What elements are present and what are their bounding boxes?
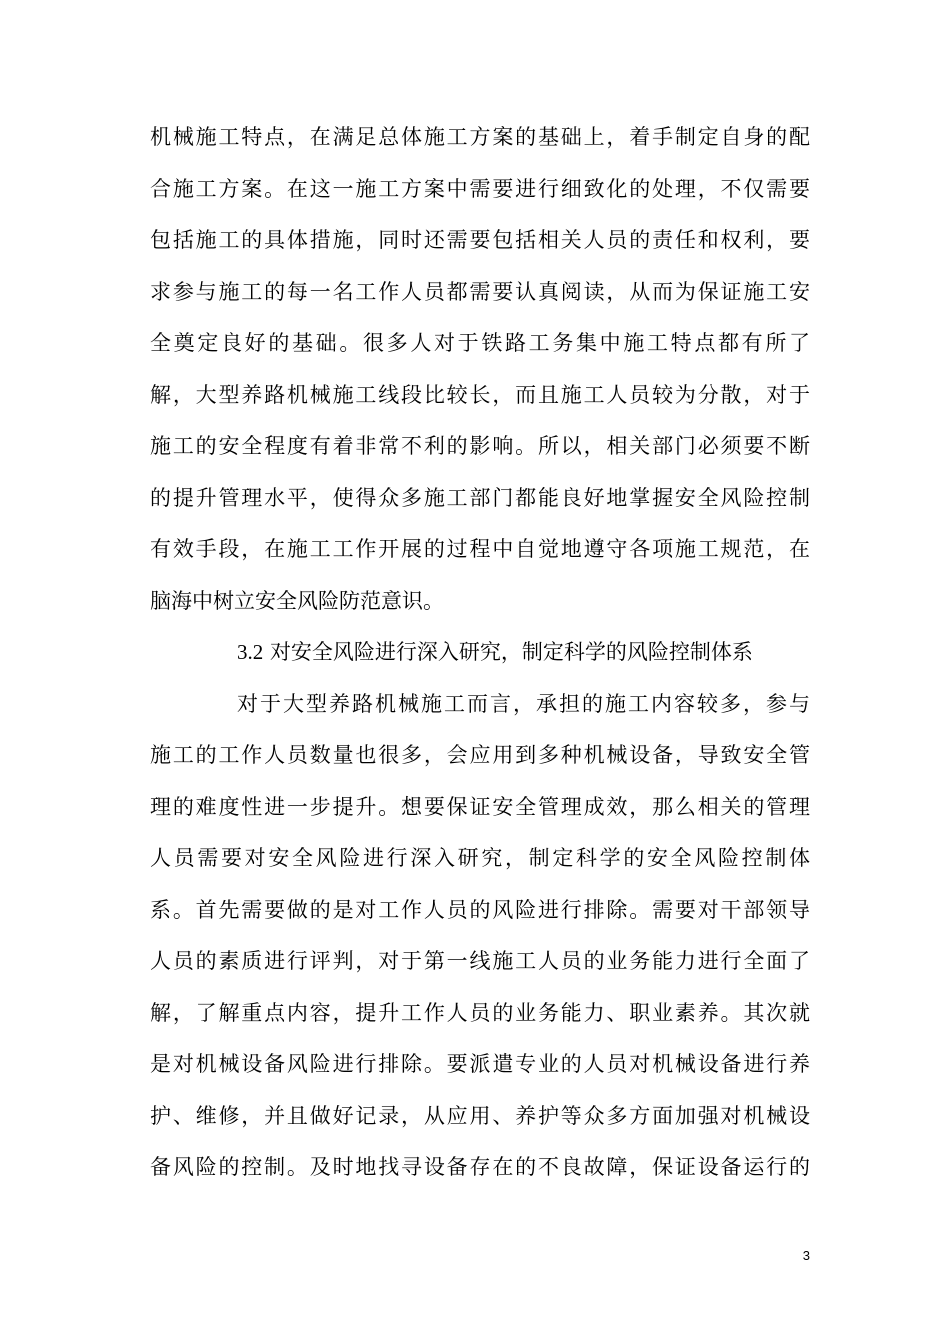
paragraph-line: 有效手段，在施工工作开展的过程中自觉地遵守各项施工规范，在	[150, 537, 810, 561]
paragraph-line: 解，大型养路机械施工线段比较长，而且施工人员较为分散，对于	[150, 383, 810, 407]
paragraph-line: 机械施工特点，在满足总体施工方案的基础上，着手制定自身的配	[150, 125, 810, 149]
paragraph-line: 脑海中树立安全风险防范意识。	[150, 589, 444, 613]
paragraph-line: 包括施工的具体措施，同时还需要包括相关人员的责任和权利，要	[150, 228, 810, 252]
paragraph-line: 施工的安全程度有着非常不利的影响。所以，相关部门必须要不断	[150, 434, 810, 458]
paragraph-line: 系。首先需要做的是对工作人员的风险进行排除。需要对干部领导	[150, 898, 810, 922]
paragraph-line: 合施工方案。在这一施工方案中需要进行细致化的处理，不仅需要	[150, 177, 810, 201]
paragraph-line: 的提升管理水平，使得众多施工部门都能良好地掌握安全风险控制	[150, 486, 810, 510]
paragraph-line: 护、维修，并且做好记录，从应用、养护等众多方面加强对机械设	[150, 1104, 810, 1128]
section-heading	[237, 632, 810, 672]
paragraph-line: 对于大型养路机械施工而言，承担的施工内容较多，参与	[237, 692, 810, 716]
paragraph-line: 求参与施工的每一名工作人员都需要认真阅读，从而为保证施工安	[150, 280, 810, 304]
paragraph-line: 全奠定良好的基础。很多人对于铁路工务集中施工特点都有所了	[150, 331, 810, 355]
page-number: 3	[802, 1248, 810, 1263]
section-number: 3.2	[237, 640, 264, 664]
paragraph-line: 人员需要对安全风险进行深入研究，制定科学的安全风险控制体	[150, 846, 810, 870]
paragraph-line: 备风险的控制。及时地找寻设备存在的不良故障，保证设备运行的	[150, 1155, 810, 1179]
section-title: 对安全风险进行深入研究，制定科学的风险控制体系	[269, 640, 753, 664]
paragraph-line: 人员的素质进行评判，对于第一线施工人员的业务能力进行全面了	[150, 949, 810, 973]
paragraph-line: 施工的工作人员数量也很多，会应用到多种机械设备，导致安全管	[150, 743, 810, 767]
paragraph-line: 解，了解重点内容，提升工作人员的业务能力、职业素养。其次就	[150, 1001, 810, 1025]
paragraph-line: 是对机械设备风险进行排除。要派遣专业的人员对机械设备进行养	[150, 1052, 810, 1076]
paragraph-line: 理的难度性进一步提升。想要保证安全管理成效，那么相关的管理	[150, 795, 810, 819]
